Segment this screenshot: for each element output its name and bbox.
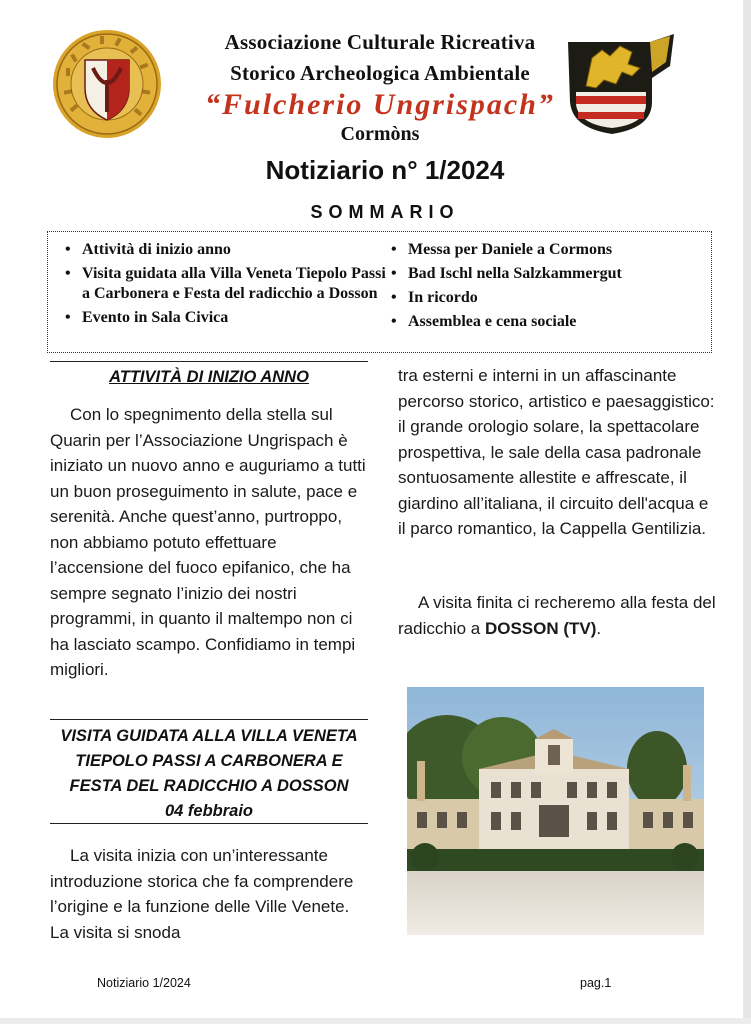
footer-page-number: pag.1: [580, 976, 612, 990]
summary-item: • Evento in Sala Civica: [56, 308, 386, 328]
header-town: Cormòns: [340, 123, 420, 145]
ending-text: A visita finita ci recheremo alla festa del radicchio a: [398, 593, 716, 638]
header-association-name: Associazione Culturale Ricreativa: [224, 30, 536, 54]
page-edge: [743, 0, 751, 1024]
summary-item: • Assemblea e cena sociale: [382, 312, 702, 332]
section-divider: [50, 823, 368, 824]
ending-punctuation: .: [596, 618, 602, 638]
summary-item: • In ricordo: [382, 288, 702, 308]
section-body-villa-continued: tra esterni e interni in un affascinante percorso storico, artistico e paesaggistico: il grande orologio solare, la spettacolare prospettiva, le sale della casa padronale sontuosamente allestite e affrescate, il giardino all’italiana, il circuito dell'acqua e il parco romantico, la Cappella Gentilizia.: [398, 366, 715, 538]
summary-box: [47, 231, 712, 353]
summary-heading: SOMMARIO: [310, 202, 460, 222]
summary-item: • Bad Ischl nella Salzkammergut: [382, 264, 702, 284]
header-association-subtitle: Storico Archeologica Ambientale: [230, 61, 530, 85]
section-date: 04 febbraio: [164, 802, 254, 820]
summary-item: • Messa per Daniele a Cormons: [382, 240, 702, 260]
summary-list-right: [382, 240, 702, 336]
footer-issue: Notiziario 1/2024: [97, 976, 191, 990]
association-seal-icon: [52, 28, 162, 140]
villa-photo: [407, 687, 704, 935]
newsletter-title: Notiziario n° 1/2024: [265, 155, 505, 185]
section-body-activities: Con lo spegnimento della stella sul Quarin per l’Associazione Ungrispach è iniziato un nuovo anno e auguriamo a tutti un buon proseguimento in salute, pace e serenità. Anche quest’anno, purtroppo, non abbiamo potuto effettuare l’accensione del fuoco epifanico, che ha sempre segnato l’inizio dei nostri programmi, in quanto il maltempo non ci ha lasciato scampo. Confidiamo in tempi migliori.: [50, 405, 366, 679]
summary-item: • Attività di inizio anno: [56, 240, 386, 260]
section-divider: [50, 719, 368, 720]
section-divider: [50, 361, 368, 362]
section-heading-text: VISITA GUIDATA ALLA VILLA VENETA TIEPOLO PASSI A CARBONERA E FESTA DEL RADICCHIO A DOSSON: [60, 727, 358, 795]
section-heading-villa-visit: [50, 724, 368, 824]
ending-location: DOSSON (TV): [484, 618, 597, 638]
section-body-villa-intro: La visita inizia con un’interessante introduzione storica che fa comprendere l’origine e la funzione delle Ville Venete. La visita si snoda: [50, 846, 354, 942]
header-association-title: “Fulcherio Ungrispach”: [205, 88, 555, 121]
summary-list-left: [56, 240, 386, 332]
section-body-villa-ending: [398, 590, 720, 641]
summary-item: • Visita guidata alla Villa Veneta Tiepolo Passi a Carbonera e Festa del radicchio a Dosson: [56, 264, 386, 304]
page-edge-bottom: [0, 1018, 751, 1024]
section-heading-activities: ATTIVITÀ DI INIZIO ANNO: [109, 368, 309, 386]
